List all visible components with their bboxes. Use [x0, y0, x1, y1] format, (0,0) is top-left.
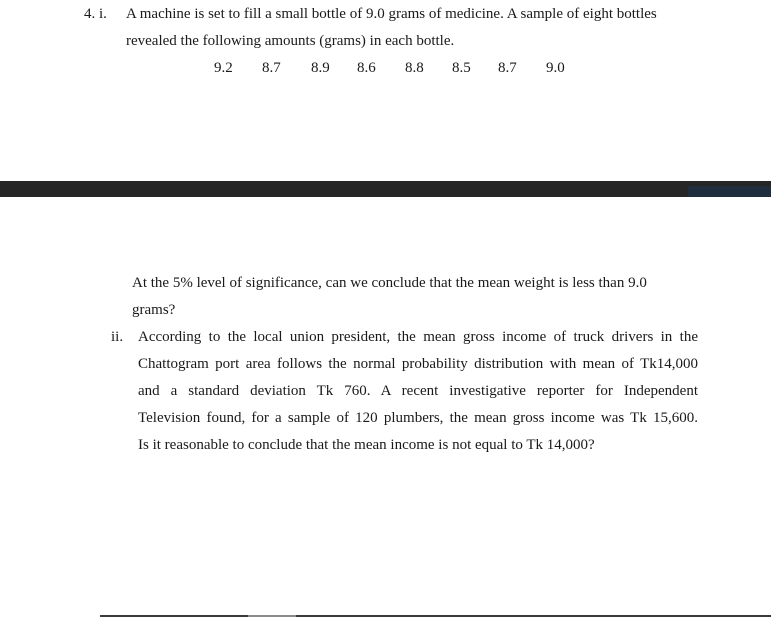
part-i-question-line-2: grams? — [132, 302, 176, 318]
page-separator-band — [0, 181, 771, 197]
bottom-rule-highlight — [248, 615, 296, 617]
part-ii-line-4: Television found, for a sample of 120 plumbers, the mean gross income was Tk 15,600. — [138, 410, 698, 426]
part-ii-line-2: Chattogram port area follows the normal probability distribution with mean of Tk14,000 — [138, 356, 698, 372]
sample-value: 8.6 — [357, 60, 376, 76]
bottom-rule — [100, 615, 771, 617]
part-i-question-line-1: At the 5% level of significance, can we conclude that the mean weight is less than 9.0 — [132, 275, 647, 291]
part-ii-label: ii. — [111, 329, 124, 345]
sample-value: 9.0 — [546, 60, 565, 76]
part-ii-line-1: According to the local union president, the mean gross income of truck drivers in the — [138, 329, 698, 345]
sample-value: 8.5 — [452, 60, 471, 76]
question-number: 4. i. — [84, 6, 107, 22]
part-ii-line-5: Is it reasonable to conclude that the mean income is not equal to Tk 14,000? — [138, 437, 595, 453]
sample-value: 8.7 — [262, 60, 281, 76]
question-text-line-1: A machine is set to fill a small bottle of 9.0 grams of medicine. A sample of eight bottles — [126, 6, 657, 22]
page-separator-accent — [688, 186, 771, 197]
sample-value: 8.8 — [405, 60, 424, 76]
question-text-line-2: revealed the following amounts (grams) in each bottle. — [126, 33, 455, 49]
sample-value: 8.9 — [311, 60, 330, 76]
sample-value: 9.2 — [214, 60, 233, 76]
part-ii-line-3: and a standard deviation Tk 760. A recent investigative reporter for Independent — [138, 383, 698, 399]
sample-value: 8.7 — [498, 60, 517, 76]
